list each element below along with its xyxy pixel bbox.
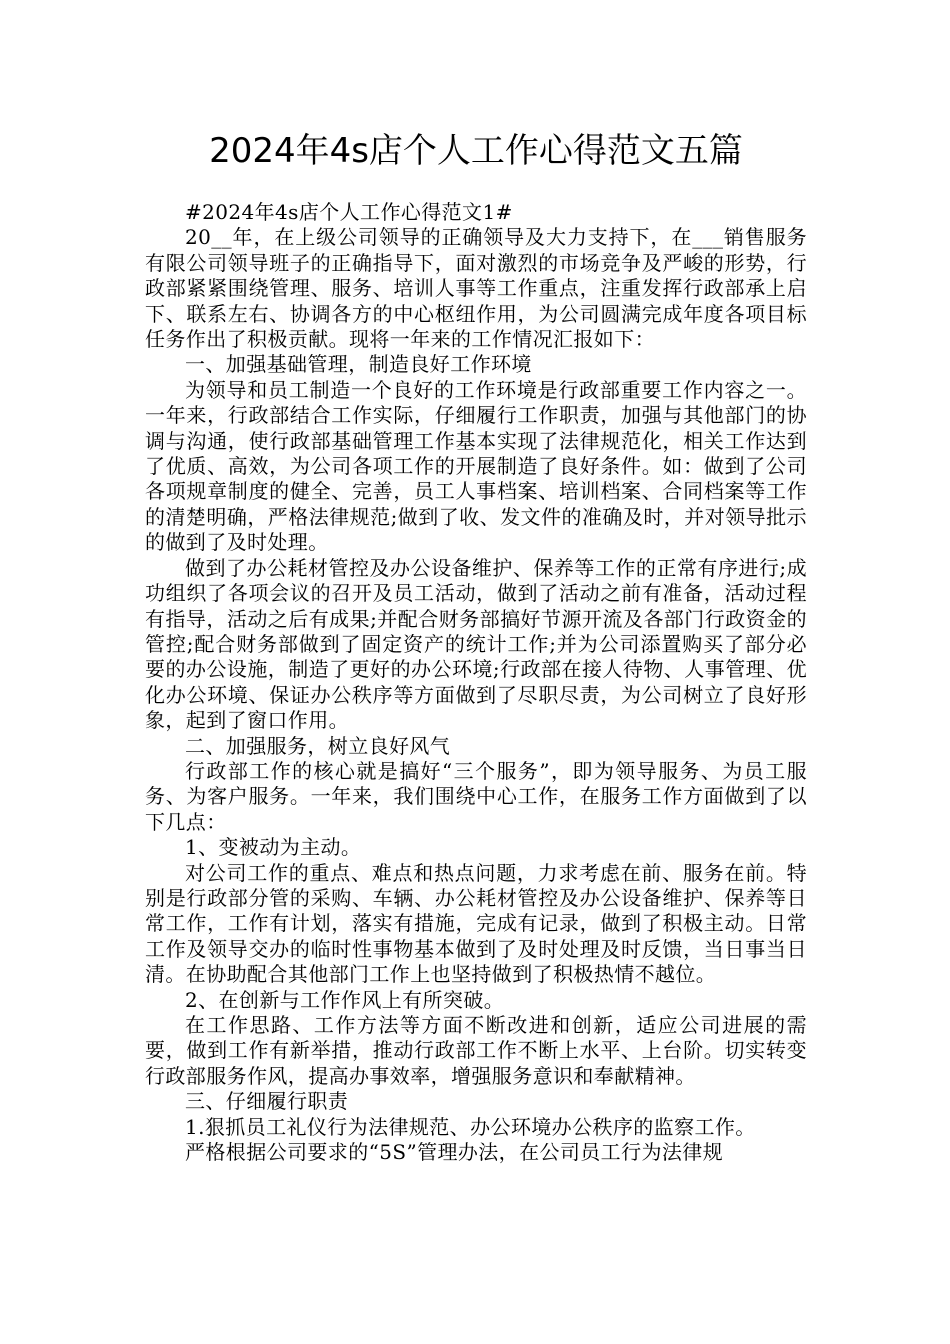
document-body <box>145 200 807 1165</box>
subsection-heading: 1、变被动为主动。 <box>185 835 362 860</box>
section-heading: 一、加强基础管理，制造良好工作环境 <box>185 352 532 377</box>
paragraph: 对公司工作的重点、难点和热点问题，力求考虑在前、服务在前。特别是行政部分管的采购、车辆、办公耗材管控及办公设备维护、保养等日常工作，工作有计划，落实有措施，完成有记录，做到了积极主动。日常工作及领导交办的临时性事物基本做到了及时处理及时反馈，当日事当日清。在协助配合其他部门工作上也坚持做到了积极热情不越位。 <box>145 860 807 987</box>
section-marker: #2024年4s店个人工作心得范文1# <box>185 200 513 224</box>
paragraph: 20__年，在上级公司领导的正确领导及大力支持下，在___销售服务有限公司领导班子的正确指导下，面对激烈的市场竞争及严峻的形势，行政部紧紧围绕管理、服务、培训人事等工作重点，注重发挥行政部承上启下、联系左右、协调各方的中心枢纽作用，为公司圆满完成年度各项目标任务作出了积极贡献。现将一年来的工作情况汇报如下： <box>145 225 807 352</box>
paragraph: 行政部工作的核心就是搞好“三个服务”，即为领导服务、为员工服务、为客户服务。一年来，我们围绕中心工作，在服务工作方面做到了以下几点： <box>145 758 807 834</box>
paragraph: 为领导和员工制造一个良好的工作环境是行政部重要工作内容之一。一年来，行政部结合工作实际，仔细履行工作职责，加强与其他部门的协调与沟通，使行政部基础管理工作基本实现了法律规范化，相关工作达到了优质、高效，为公司各项工作的开展制造了良好条件。如：做到了公司各项规章制度的健全、完善，员工人事档案、培训档案、合同档案等工作的清楚明确，严格法律规范;做到了收、发文件的准确及时，并对领导批示的做到了及时处理。 <box>145 377 807 555</box>
section-heading: 三、仔细履行职责 <box>185 1089 349 1114</box>
paragraph: 在工作思路、工作方法等方面不断改进和创新，适应公司进展的需要，做到工作有新举措，推动行政部工作不断上水平、上台阶。切实转变行政部服务作风，提高办事效率，增强服务意识和奉献精神。 <box>145 1013 807 1088</box>
paragraph: 严格根据公司要求的“5S”管理办法，在公司员工行为法律规 <box>185 1140 724 1165</box>
subsection-heading: 1.狠抓员工礼仪行为法律规范、办公环境办公秩序的监察工作。 <box>185 1114 756 1139</box>
section-heading: 二、加强服务，树立良好风气 <box>185 733 451 758</box>
document-title: 2024年4s店个人工作心得范文五篇 <box>209 131 743 171</box>
subsection-heading: 2、在创新与工作作风上有所突破。 <box>185 987 505 1012</box>
paragraph: 做到了办公耗材管控及办公设备维护、保养等工作的正常有序进行;成功组织了各项会议的召开及员工活动，做到了活动之前有准备，活动过程有指导，活动之后有成果;并配合财务部搞好节源开流及各部门行政资金的管控;配合财务部做到了固定资产的统计工作;并为公司添置购买了部分必要的办公设施，制造了更好的办公环境;行政部在接人待物、人事管理、优化办公环境、保证办公秩序等方面做到了尽职尽责，为公司树立了良好形象，起到了窗口作用。 <box>145 555 807 733</box>
